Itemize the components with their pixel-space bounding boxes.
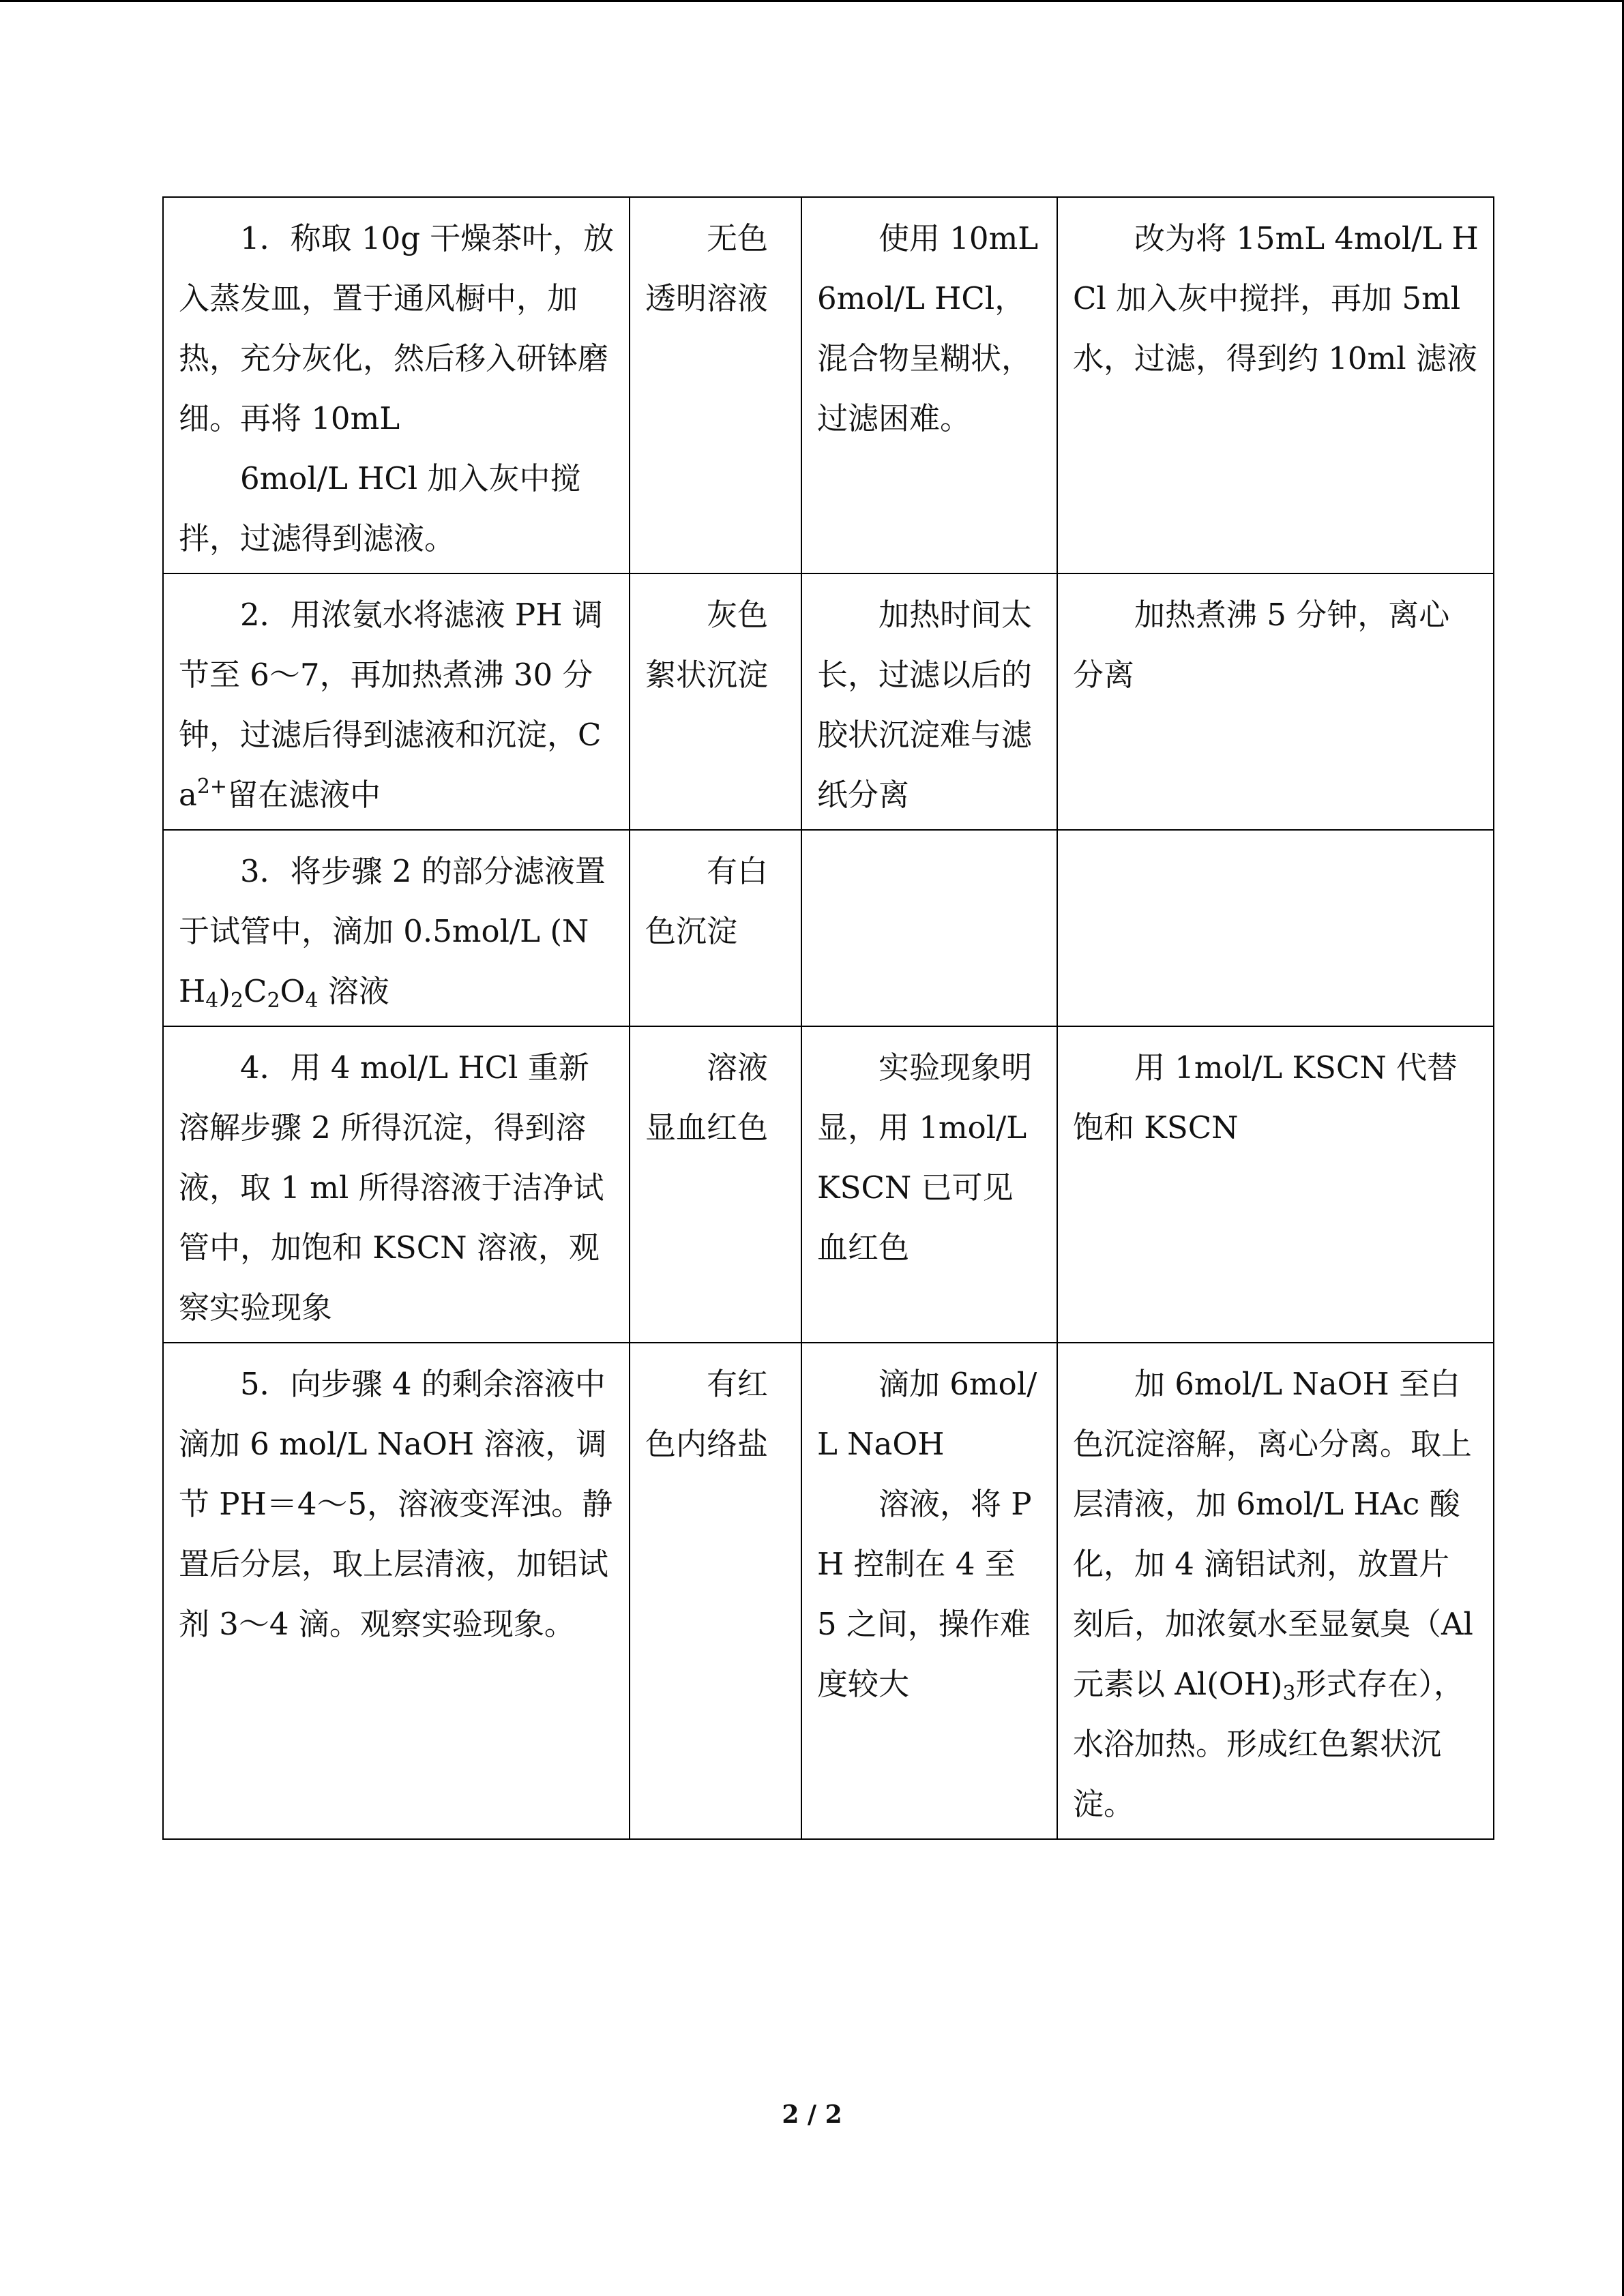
- page-number: 2 / 2: [782, 2100, 842, 2129]
- problem-text: 加热时间太长，过滤以后的胶状沉淀难与滤纸分离: [817, 597, 1033, 813]
- top-border-line: [0, 0, 1624, 2]
- problem-text: 使用 10mL 6mol/L HCl，混合物呈糊状，过滤困难。: [817, 220, 1039, 436]
- step-text: 1．称取 10g 干燥茶叶，放入蒸发皿，置于通风橱中，加热，充分灰化，然后移入研钵磨细。再将 10mL: [179, 220, 615, 436]
- improvement-cell: [1057, 1343, 1494, 1839]
- improvement-cell: [1057, 830, 1494, 1026]
- phenomenon-text: 有红色内络盐: [645, 1366, 769, 1462]
- problem-cell: [801, 830, 1057, 1026]
- improvement-text: 加热煮沸 5 分钟，离心分离: [1073, 597, 1450, 693]
- table-row: [163, 1026, 1494, 1343]
- phenomenon-cell: [630, 830, 801, 1026]
- phenomenon-text: 溶液显血红色: [645, 1049, 769, 1146]
- improvement-cell: [1057, 1026, 1494, 1343]
- step-cell: [163, 197, 630, 573]
- table-row: [163, 1343, 1494, 1839]
- problem-text: 滴加 6mol/L NaOH: [817, 1366, 1037, 1462]
- step-text: 6mol/L HCl 加入灰中搅拌，过滤得到滤液。: [179, 460, 581, 556]
- phenomenon-text: 灰色絮状沉淀: [645, 597, 769, 693]
- problem-text: 溶液，将 PH 控制在 4 至 5 之间，操作难度较大: [817, 1486, 1032, 1702]
- improvement-text: 用 1mol/L KSCN 代替饱和 KSCN: [1073, 1049, 1458, 1146]
- phenomenon-cell: [630, 1343, 801, 1839]
- improvement-text: 改为将 15mL 4mol/L HCl 加入灰中搅拌，再加 5ml 水，过滤，得到约 10ml 滤液: [1073, 220, 1479, 376]
- problem-text: 实验现象明显，用 1mol/L KSCN 已可见血红色: [817, 1049, 1033, 1266]
- problem-cell: [801, 197, 1057, 573]
- improvement-cell: [1057, 573, 1494, 830]
- step-text: 2．用浓氨水将滤液 PH 调节至 6～7，再加热煮沸 30 分钟，过滤后得到滤液和沉淀，$Ca^{2+}$留在滤液中: [179, 597, 603, 813]
- phenomenon-text: 无色透明溶液: [645, 220, 769, 316]
- step-cell: [163, 1026, 630, 1343]
- table-row: [163, 573, 1494, 830]
- experiment-table: [162, 196, 1494, 1840]
- problem-cell: [801, 1026, 1057, 1343]
- problem-cell: [801, 573, 1057, 830]
- improvement-text: 加 6mol/L NaOH 至白色沉淀溶解，离心分离。取上层清液，加 6mol/L HAc 酸化，加 4 滴铝试剂，放置片刻后，加浓氨水至显氨臭（Al 元素以 $Al(OH)_3$形式存在），水浴加热。形成红色絮状沉淀。: [1073, 1366, 1473, 1822]
- step-text: 5．向步骤 4 的剩余溶液中滴加 6 mol/L NaOH 溶液，调节 PH＝4～5，溶液变浑浊。静置后分层，取上层清液，加铝试剂 3～4 滴。观察实验现象。: [179, 1366, 613, 1642]
- step-text: 4．用 4 mol/L HCl 重新溶解步骤 2 所得沉淀，得到溶液，取 1 ml 所得溶液于洁净试管中，加饱和 KSCN 溶液，观察实验现象: [179, 1049, 604, 1326]
- phenomenon-cell: [630, 197, 801, 573]
- step-cell: [163, 573, 630, 830]
- table-row: [163, 830, 1494, 1026]
- step-cell: [163, 830, 630, 1026]
- phenomenon-cell: [630, 1026, 801, 1343]
- step-cell: [163, 1343, 630, 1839]
- phenomenon-text: 有白色沉淀: [645, 853, 769, 949]
- table-row: [163, 197, 1494, 573]
- problem-cell: [801, 1343, 1057, 1839]
- step-text: 3．将步骤 2 的部分滤液置于试管中，滴加 0.5mol/L $(NH_4)_2C_2O_4$ 溶液: [179, 853, 606, 1013]
- phenomenon-cell: [630, 573, 801, 830]
- improvement-cell: [1057, 197, 1494, 573]
